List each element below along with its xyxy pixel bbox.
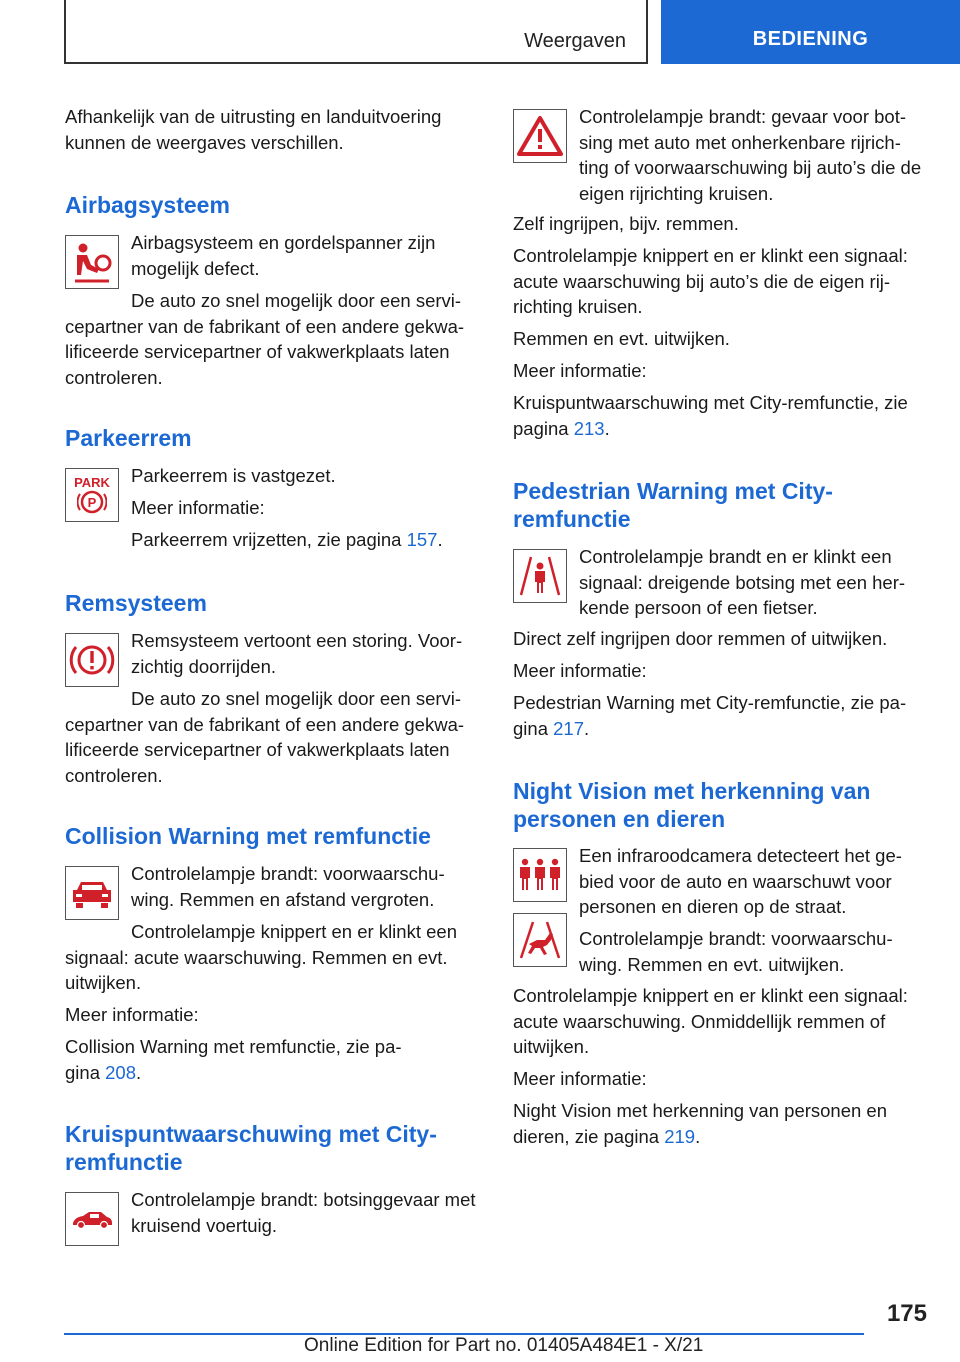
park-text: Parkeerrem is vastgezet. Meer informatie: Parkeerrem vrijzetten, zie pagina 157. (131, 465, 443, 550)
ped-text-1: Controlelampje brandt en er klinkt een signaal: dreigende botsing met een herkende persoon of een fietser. (579, 546, 906, 618)
link-page-208[interactable]: 208 (105, 1061, 136, 1083)
heading-remsysteem: Remsysteem (65, 590, 207, 616)
collision-text-2: Controlelampje knippert en er klinkt een signaal: acute waarschuwing. Remmen en evt. uitwijken. (65, 921, 457, 993)
header-chapter: BEDIENING (661, 0, 960, 64)
night-vision-persons-icon (513, 848, 567, 902)
rem-text-1: Remsysteem vertoont een storing. Voorzichtig doorrijden. (131, 630, 463, 677)
ped-text-2: Direct zelf ingrijpen door remmen of uitwijken. Meer informatie: Pedestrian Warning met City-remfunctie, zie pagina 217. (513, 628, 907, 739)
airbag-text-1: Airbagsysteem en gordelspanner zijn mogelijk defect. (131, 232, 436, 279)
park-brake-icon (65, 468, 119, 522)
brake-system-icon (65, 633, 119, 687)
collision-text-1: Controlelampje brandt: voorwaarschuwing. Remmen en afstand vergroten. (131, 863, 445, 910)
heading-collision: Collision Warning met remfunctie (65, 823, 431, 849)
kruis-cont-text-1: Controlelampje brandt: gevaar voor botsing met auto met onherkenbare rijrichting of voorwaarschuwing bij auto’s die de eigen rijrichting kruisen. (579, 106, 922, 204)
airbag-text-2: De auto zo snel mogelijk door een servicepartner van de fabrikant of een andere gekwalificeerde servicepartner of vakwerkplaats laten controleren. (65, 290, 465, 388)
header-section: Weergaven (524, 30, 626, 52)
heading-parkeerrem: Parkeerrem (65, 425, 192, 451)
collision-text-3: Meer informatie: Collision Warning met remfunctie, zie pagina 208. (65, 1004, 402, 1083)
rem-text-2: De auto zo snel mogelijk door een servicepartner van de fabrikant of een andere gekwalificeerde servicepartner of vakwerkplaats laten controleren. (65, 688, 465, 786)
crossing-danger-icon (513, 109, 567, 163)
night-text-2: Controlelampje brandt: voorwaarschuwing. Remmen en evt. uitwijken. (579, 928, 893, 975)
link-page-217[interactable]: 217 (553, 717, 584, 739)
collision-warning-icon (65, 866, 119, 920)
heading-kruispunt: Kruispuntwaarschuwing met City-remfunctie (65, 1121, 437, 1175)
heading-airbag: Airbagsysteem (65, 192, 230, 218)
kruis-text-1: Controlelampje brandt: botsinggevaar met kruisend voertuig. (131, 1189, 476, 1236)
crossing-traffic-icon (65, 1192, 119, 1246)
intro-text: Afhankelijk van de uitrusting en landuitvoering kunnen de weergaves verschillen. (65, 106, 442, 153)
airbag-warning-icon (65, 235, 119, 289)
night-text-3: Controlelampje knippert en er klinkt een signaal: acute waarschuwing. Onmiddellijk remmen of uitwijken. Meer informatie: Night Vision met herkenning van personen en dieren, zie pagina 219. (513, 985, 908, 1147)
link-page-213[interactable]: 213 (573, 417, 605, 439)
park-icon-label: PARK (74, 474, 110, 490)
link-page-219[interactable]: 219 (664, 1125, 696, 1147)
heading-pedestrian: Pedestrian Warning met City-remfunctie (513, 478, 833, 532)
page-number: 175 (886, 1300, 927, 1327)
kruis-cont-text-2: Zelf ingrijpen, bijv. remmen. Controlelampje knippert en er klinkt een signaal: acute waarschuwing bij auto’s die de eigen rijrichting kruisen. Remmen en evt. uitwijken. Meer informatie: Kruispuntwaarschuwing met City-remfunctie, zie pagina 213. (513, 213, 908, 439)
night-vision-animal-icon (513, 913, 567, 967)
link-page-157[interactable]: 157 (406, 529, 438, 550)
footer-edition: Online Edition for Part no. 01405A484E1 - X/21 (304, 1335, 704, 1356)
heading-night-vision: Night Vision met herkenning van personen en dieren (513, 778, 871, 832)
pedestrian-warning-icon (513, 549, 567, 603)
svg-text:P: P (87, 494, 97, 510)
night-text-1: Een infraroodcamera detecteert het gebied voor de auto en waarschuwt voor personen en dieren op de straat. (579, 845, 902, 917)
